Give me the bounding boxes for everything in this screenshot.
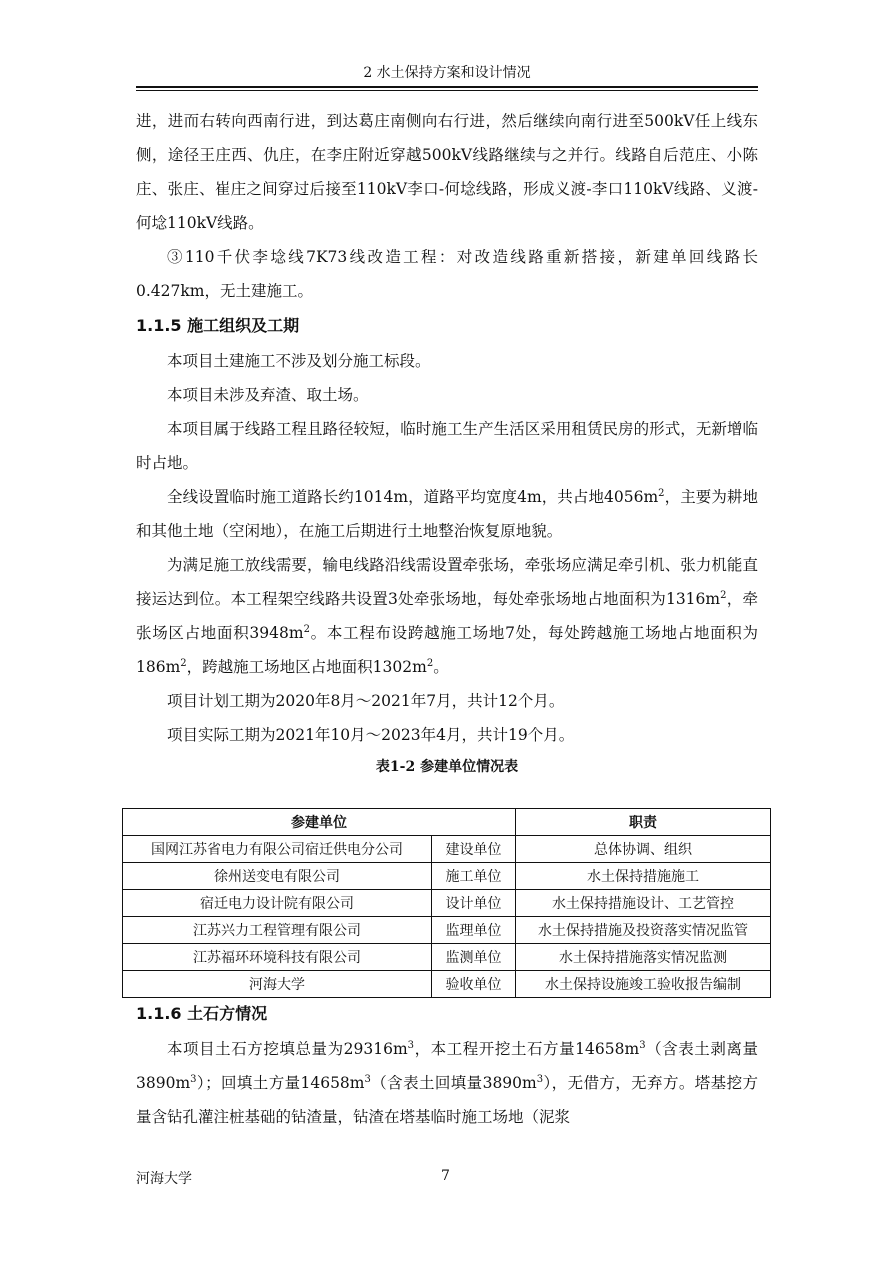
footer-organization: 河海大学 xyxy=(136,1171,192,1187)
duty-cell: 水土保持设施竣工验收报告编制 xyxy=(516,971,771,998)
paragraph-actual-period: 项目实际工期为2021年10月～2023年4月，共计19个月。 xyxy=(167,726,575,744)
role-cell: 施工单位 xyxy=(432,863,516,890)
paragraph-road: 全线设置临时施工道路长约1014m，道路平均宽度4m，共占地$4056m^2$，主要为耕地和其他土地（空闲地），在施工后期进行土地整治恢复原地貌。 xyxy=(136,487,758,540)
header-rule xyxy=(136,86,758,91)
table-row xyxy=(123,863,771,890)
paragraph-tension-site: 为满足施工放线需要，输电线路沿线需设置牵张场，牵张场应满足牵引机、张力机能直接运达到位。本工程架空线路共设置3处牵张场地，每处牵张场地占地面积为$1316m^2$，牵张场区占地面积$3948m^2$。本工程布设跨越施工场地7处，每处跨越施工场地占地面积为$186m^2$，跨越施工场地区占地面积$1302m^2$。 xyxy=(136,556,758,676)
org-cell: 江苏兴力工程管理有限公司 xyxy=(123,917,432,944)
org-cell: 国网江苏省电力有限公司宿迁供电分公司 xyxy=(123,836,432,863)
participants-table xyxy=(122,808,771,998)
paragraph-tender: 本项目土建施工不涉及划分施工标段。 xyxy=(167,352,431,370)
table-row xyxy=(123,917,771,944)
running-header: 2 水土保持方案和设计情况 xyxy=(363,65,531,81)
paragraph-earthwork: 本项目土石方挖填总量为$29316m^3$，本工程开挖土石方量$14658m^3$（含表土剥离量$3890m^3$）；回填土方量$14658m^3$（含表土回填量$3890m^3$），无借方，无弃方。塔基挖方量含钻孔灌注桩基础的钻渣量，钻渣在塔基临时施工场地（泥浆 xyxy=(136,1039,758,1126)
duty-cell: 水土保持措施及投资落实情况监管 xyxy=(516,917,771,944)
paragraph-spoil: 本项目未涉及弃渣、取土场。 xyxy=(167,386,369,404)
org-cell: 河海大学 xyxy=(123,971,432,998)
earthwork-section xyxy=(136,996,758,1134)
role-cell: 监理单位 xyxy=(432,917,516,944)
section-heading-1-1-6: 1.1.6 土石方情况 xyxy=(136,1004,268,1023)
page-number: 7 xyxy=(441,1168,450,1184)
section-heading-1-1-5: 1.1.5 施工组织及工期 xyxy=(136,316,300,335)
body-text xyxy=(136,104,758,782)
role-cell: 建设单位 xyxy=(432,836,516,863)
header-unit: 参建单位 xyxy=(123,809,516,836)
duty-cell: 水土保持措施施工 xyxy=(516,863,771,890)
duty-cell: 水土保持措施设计、工艺管控 xyxy=(516,890,771,917)
table-header-row xyxy=(123,809,771,836)
org-cell: 江苏福环环境科技有限公司 xyxy=(123,944,432,971)
table-row xyxy=(123,836,771,863)
table-row xyxy=(123,944,771,971)
line-7k73-paragraph: ③110千伏李埝线7K73线改造工程：对改造线路重新搭接，新建单回线路长0.427km，无土建施工。 xyxy=(136,248,758,300)
org-cell: 宿迁电力设计院有限公司 xyxy=(123,890,432,917)
role-cell: 设计单位 xyxy=(432,890,516,917)
route-paragraph: 进，进而右转向西南行进，到达葛庄南侧向右行进，然后继续向南行进至500kV任上线东侧，途径王庄西、仇庄，在李庄附近穿越500kV线路继续与之并行。线路自后范庄、小陈庄、张庄、崔庄之间穿过后接至110kV李口-何埝线路，形成义渡-李口110kV线路、义渡-何埝110kV线路。 xyxy=(136,112,758,232)
table-row xyxy=(123,971,771,998)
table-row xyxy=(123,890,771,917)
duty-cell: 水土保持措施落实情况监测 xyxy=(516,944,771,971)
role-cell: 验收单位 xyxy=(432,971,516,998)
org-cell: 徐州送变电有限公司 xyxy=(123,863,432,890)
table-caption: 表1-2 参建单位情况表 xyxy=(375,759,519,775)
header-duty: 职责 xyxy=(516,809,771,836)
role-cell: 监测单位 xyxy=(432,944,516,971)
paragraph-planned-period: 项目计划工期为2020年8月～2021年7月，共计12个月。 xyxy=(167,692,565,710)
duty-cell: 总体协调、组织 xyxy=(516,836,771,863)
paragraph-camp: 本项目属于线路工程且路径较短，临时施工生产生活区采用租赁民房的形式，无新增临时占地。 xyxy=(136,420,758,472)
